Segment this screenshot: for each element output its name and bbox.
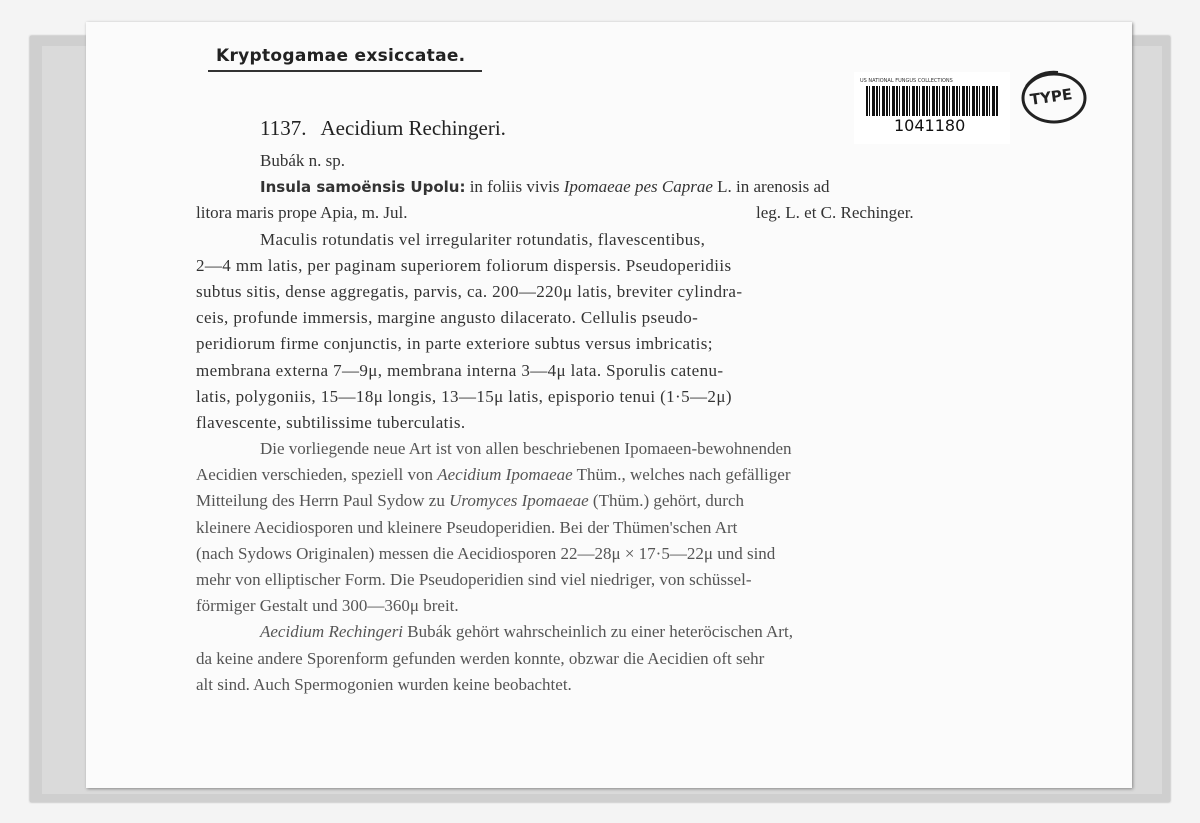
exsiccata-number: 1137.: [260, 116, 307, 140]
line-text: förmiger Gestalt und 300—360μ breit.: [196, 596, 459, 616]
german-line: [196, 436, 1032, 462]
description-line: peridiorum firme conjunctis, in parte exteriore subtus versus imbricatis;: [196, 334, 713, 354]
line-text: Mitteilung des Herrn Paul Sydow zu: [196, 491, 450, 511]
description-line: 2—4 mm latis, per paginam superiorem foliorum dispersis. Pseudoperidiis: [196, 255, 732, 275]
locality-text-2: L. in arenosis ad: [712, 177, 830, 197]
description-line: latis, polygoniis, 15—18μ longis, 13—15μ latis, episporio tenui (1·5—2μ): [196, 386, 732, 406]
barcode-caption: US NATIONAL FUNGUS COLLECTIONS: [860, 78, 953, 84]
line-text: alt sind. Auch Spermogonien wurden keine beobachtet.: [196, 674, 572, 694]
taxon-author: Bubák n. sp.: [260, 151, 345, 170]
german-remarks: [196, 436, 1032, 619]
line-text: Die vorliegende neue Art ist von allen beschriebenen Ipomaeen-bewohnenden: [260, 439, 792, 459]
german-line: [196, 462, 1032, 488]
locality-place: litora maris prope Apia, m. Jul.: [196, 203, 408, 223]
collector: leg. L. et C. Rechinger.: [756, 203, 914, 223]
line-text: mehr von elliptischer Form. Die Pseudoperidien sind viel niedriger, von schüssel-: [196, 570, 752, 590]
barcode-number: 1041180: [894, 116, 966, 135]
locality-line-1: [196, 174, 1032, 200]
description-line: Maculis rotundatis vel irregulariter rotundatis, flavescentibus,: [260, 229, 706, 249]
line-text: kleinere Aecidiosporen und kleinere Pseudoperidien. Bei der Thümen'schen Art: [196, 517, 738, 537]
german-line: [196, 541, 1032, 567]
description-line: flavescente, subtilissime tuberculatis.: [196, 412, 466, 432]
german-line: [196, 488, 1032, 514]
taxon-heading: [260, 112, 1032, 148]
series-title: Kryptogamae exsiccatae.: [216, 46, 466, 66]
locality-text: in foliis vivis: [465, 177, 564, 197]
line-text: Aecidien verschieden, speziell von: [196, 465, 438, 485]
label-text: [196, 112, 1032, 698]
german-line: [196, 567, 1032, 593]
description-line: membrana externa 7—9μ, membrana interna 3—4μ lata. Sporulis catenu-: [196, 360, 724, 380]
german-line: [196, 515, 1032, 541]
locality-line-2: [196, 200, 1032, 226]
taxon-italic: Uromyces Ipomaeae: [449, 491, 589, 511]
taxon-italic: Aecidium Rechingeri: [260, 622, 404, 642]
german-line: [196, 593, 1032, 619]
line-text: Thüm., welches nach gefälliger: [572, 465, 791, 485]
title-underline: [208, 70, 482, 72]
line-text: Bubák gehört wahrscheinlich zu einer heteröcischen Art,: [403, 622, 793, 642]
line-text: (nach Sydows Originalen) messen die Aecidiosporen 22—28μ × 17·5—22μ und sind: [196, 543, 776, 563]
locality-bold: Insula samoënsis Upolu:: [260, 178, 466, 197]
description-line: subtus sitis, dense aggregatis, parvis, ca. 200—220μ latis, breviter cylindra-: [196, 281, 743, 301]
final-line: [196, 646, 1032, 672]
type-stamp-text: TYPE: [1028, 85, 1074, 109]
latin-description: [196, 227, 1032, 437]
line-text: (Thüm.) gehört, durch: [588, 491, 744, 511]
taxon-italic: Aecidium Ipomaeae: [437, 465, 573, 485]
final-line: [196, 619, 1032, 645]
final-line: [196, 672, 1032, 698]
final-remarks: [196, 619, 1032, 698]
line-text: da keine andere Sporenform gefunden werden konnte, obzwar die Aecidien oft sehr: [196, 648, 765, 668]
description-line: ceis, profunde immersis, margine angusto dilacerato. Cellulis pseudo-: [196, 308, 699, 328]
taxon-name: Aecidium Rechingeri.: [320, 116, 506, 140]
host-name: Ipomaeae pes Caprae: [563, 177, 713, 197]
